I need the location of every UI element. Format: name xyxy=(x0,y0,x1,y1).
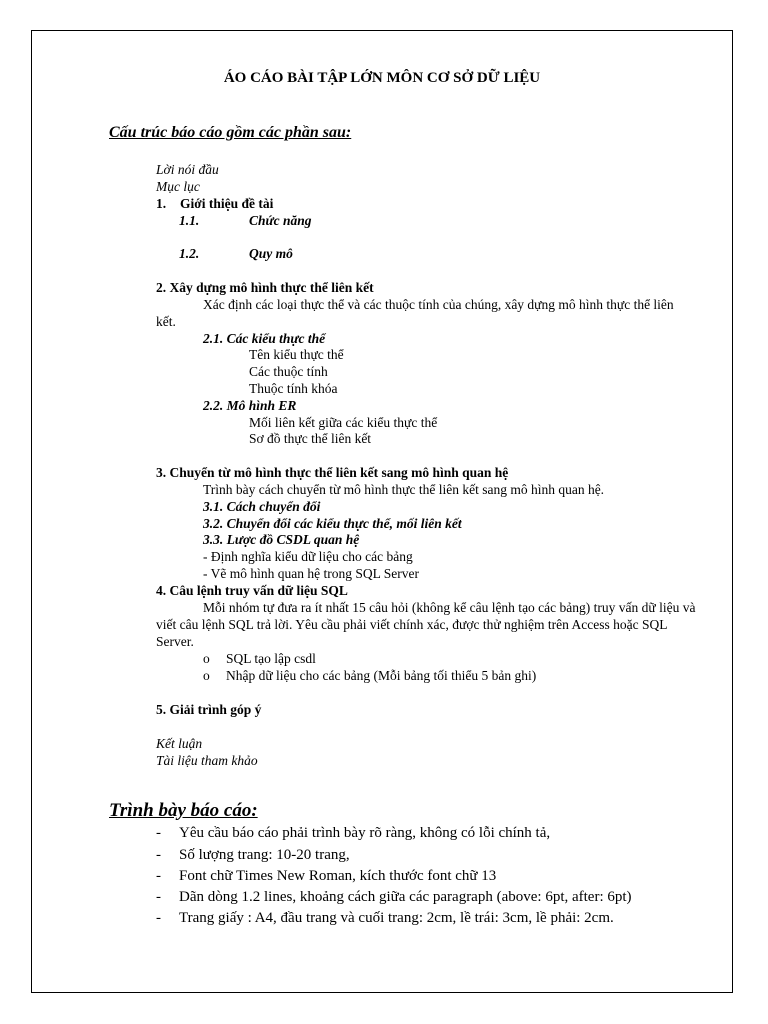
requirement-item: Font chữ Times New Roman, kích thước font chữ 13 xyxy=(179,868,497,884)
section-3-title: 3. Chuyển từ mô hình thực thể liên kết sang mô hình quan hệ xyxy=(156,465,509,480)
intro-toc: Mục lục xyxy=(156,179,200,194)
requirement-item: Số lượng trang: 10-20 trang, xyxy=(179,847,350,863)
section-4-bullet: SQL tạo lập csdl xyxy=(226,651,316,666)
section-2-paragraph: Xác định các loại thực thể và các thuộc tính của chúng, xây dựng mô hình thực thể liên kết. xyxy=(156,297,674,329)
dash-bullet-icon: - xyxy=(156,910,161,926)
section-1-1-title: Chức năng xyxy=(249,213,312,228)
dash-bullet-icon: - xyxy=(156,825,161,841)
intro-preface: Lời nói đầu xyxy=(156,162,219,177)
structure-heading: Cấu trúc báo cáo gồm các phần sau: xyxy=(109,124,352,141)
section-3-paragraph: Trình bày cách chuyển từ mô hình thực thể liên kết sang mô hình quan hệ. xyxy=(203,482,605,497)
section-2-1-item: Thuộc tính khóa xyxy=(249,381,338,396)
outro-references: Tài liệu tham khảo xyxy=(156,753,258,768)
section-5-title: 5. Giải trình góp ý xyxy=(156,702,262,717)
section-1-title: Giới thiệu đề tài xyxy=(180,196,274,211)
section-1-2-title: Quy mô xyxy=(249,246,293,261)
page-border xyxy=(31,30,733,993)
document-title: ÁO CÁO BÀI TẬP LỚN MÔN CƠ SỞ DỮ LIỆU xyxy=(223,70,541,86)
section-3-1-title: 3.1. Cách chuyển đổi xyxy=(203,499,321,514)
presentation-heading: Trình bày báo cáo: xyxy=(109,800,258,821)
section-2-1-item: Tên kiểu thực thể xyxy=(249,347,344,362)
section-1-2-number: 1.2. xyxy=(179,246,200,261)
section-4-title: 4. Câu lệnh truy vấn dữ liệu SQL xyxy=(156,583,348,598)
section-1-1-number: 1.1. xyxy=(179,213,200,228)
section-2-2-title: 2.2. Mô hình ER xyxy=(203,398,297,413)
section-3-item: - Định nghĩa kiểu dữ liệu cho các bảng xyxy=(203,549,413,564)
section-2-title: 2. Xây dựng mô hình thực thể liên kết xyxy=(156,280,374,295)
bullet-circle-icon: o xyxy=(203,668,210,683)
dash-bullet-icon: - xyxy=(156,868,161,884)
section-3-2-title: 3.2. Chuyển đổi các kiểu thực thể, mối liên kết xyxy=(203,516,462,531)
section-3-item: - Vẽ mô hình quan hệ trong SQL Server xyxy=(203,566,419,581)
requirement-item: Dãn dòng 1.2 lines, khoảng cách giữa các paragraph (above: 6pt, after: 6pt) xyxy=(179,889,632,905)
section-3-3-title: 3.3. Lược đồ CSDL quan hệ xyxy=(203,532,360,547)
requirement-item: Trang giấy : A4, đầu trang và cuối trang: 2cm, lề trái: 3cm, lề phải: 2cm. xyxy=(179,910,614,926)
dash-bullet-icon: - xyxy=(156,847,161,863)
section-2-2-item: Sơ đồ thực thể liên kết xyxy=(249,431,372,446)
requirement-item: Yêu cầu báo cáo phải trình bày rõ ràng, không có lỗi chính tả, xyxy=(179,825,551,841)
section-2-2-item: Mối liên kết giữa các kiểu thực thể xyxy=(249,415,438,430)
outro-conclusion: Kết luận xyxy=(156,736,203,751)
section-1-number: 1. xyxy=(156,196,167,211)
bullet-circle-icon: o xyxy=(203,651,210,666)
section-4-bullet: Nhập dữ liệu cho các bảng (Mỗi bảng tối thiểu 5 bản ghi) xyxy=(226,668,537,683)
section-2-1-title: 2.1. Các kiểu thực thể xyxy=(203,331,326,346)
section-4-paragraph: Mỗi nhóm tự đưa ra ít nhất 15 câu hỏi (không kể câu lệnh tạo các bảng) truy vấn dữ liệu và viết câu lệnh SQL trả lời. Yêu cầu phải viết chính xác, được thử nghiệm trên Access hoặc SQL Server. xyxy=(156,600,696,649)
section-2-1-item: Các thuộc tính xyxy=(249,364,328,379)
dash-bullet-icon: - xyxy=(156,889,161,905)
